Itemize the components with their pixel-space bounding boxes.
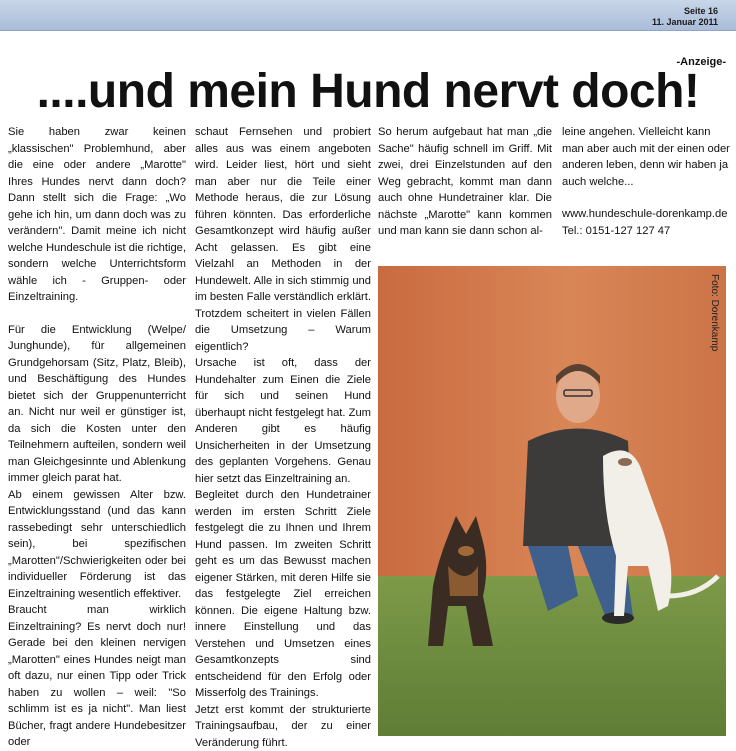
contact-phone: Tel.: 0151-127 127 47 — [562, 223, 730, 240]
people-dogs-illustration — [378, 266, 726, 736]
contact-url: www.hundeschule-dorenkamp.de — [562, 206, 730, 223]
paragraph: Ab einem gewissen Alter bzw. Entwicklungsstand (und das kann rassebedingt sehr unterschiedlich sein), bei spezifischen „Marotten"/Schwierigkeiten oder bei individueller Förderung ist das Einzeltraining wesentlich effektiver. — [8, 487, 186, 603]
photo-credit: Foto: Dorenkamp — [709, 274, 720, 351]
paragraph: Sie haben zwar keinen „klassischen" Problemhund, aber die eine oder andere „Marotte" Ihres Hundes nervt dann doch? Dann stellt sich die Frage: „Wo gehe ich hin, um dann doch was zu verändern". Damit meine ich nicht welche Hundeschule ist die richtige, sondern welche Unterrichtsform wähle ich - Gruppen- oder Einzeltraining. — [8, 124, 186, 306]
headline: ....und mein Hund nervt doch! — [0, 64, 736, 119]
paragraph: Begleitet durch den Hundetrainer werden im ersten Schritt Ziele festgelegt die zu Ihnen und Ihrem Hund passen. Im zweiten Schritt geht es um das Bewusst machen eigener Stärken, mit deren Hilfe sie das festgelegte Ziel erreichen können. Die eigene Haltung bzw. innere Einstellung und das Verstehen und Umsetzen eines Gesamtkonzepts sind entscheidend für den Erfolg oder Misserfolg des Trainings. — [195, 487, 371, 702]
header-bar — [0, 0, 736, 31]
article-column-3 — [378, 124, 552, 240]
paragraph: Jetzt erst kommt der strukturierte Trainingsaufbau, der zu einer Veränderung führt. — [195, 702, 371, 751]
article-column-4 — [562, 124, 730, 239]
paragraph: Für die Entwicklung (Welpe/ Junghunde), für allgemeinen Grundgehorsam (Sitz, Platz, Bleib), und Beschäftigung des Hundes bietet sich der Gruppenunterricht an. Nicht nur weil er günstiger ist, da sich die Kosten unter den Teilnehmern aufteilen, sondern weil man Gleichgesinnte und Ablenkung immer gleich parat hat. — [8, 322, 186, 487]
advertisement-tag: -Anzeige- — [677, 56, 727, 68]
shepherd-dog — [428, 516, 493, 646]
article-column-1 — [8, 124, 186, 751]
photo-trainer-with-dogs — [378, 266, 726, 736]
article-column-2 — [195, 124, 371, 751]
paragraph: leine angehen. Vielleicht kann man aber auch mit der einen oder anderen leben, denn wir haben ja auch welche... — [562, 124, 730, 190]
issue-date: 11. Januar 2011 — [652, 17, 718, 28]
paragraph: So herum aufgebaut hat man „die Sache" häufig schnell im Griff. Mit zwei, drei Einzelstunden auf den Weg gebracht, kommt man dann auch ohne Hundetrainer klar. Die nächste „Marotte" kann kommen und man kann sie dann schon al- — [378, 124, 552, 240]
paragraph: Ursache ist oft, dass der Hundehalter zum Einen die Ziele für sich und seinen Hund überhaupt nicht festgelegt hat. Zum Anderen gibt es häufig Unsicherheiten in der Umsetzung des geplanten Vorgehens. Genau hier setzt das Einzeltraining an. — [195, 355, 371, 487]
page-number: Seite 16 — [652, 6, 718, 17]
paragraph: Braucht man wirklich Einzeltraining? Es nervt doch nur! Gerade bei den kleinen nervigen „Marotten" eines Hundes neigt man oft dazu, nur einen Tipp oder Trick haben zu wollen – weil: "So schlimm ist es ja nicht". Man liest Bücher, fragt andere Hundebesitzer oder — [8, 602, 186, 751]
page-info — [652, 6, 718, 28]
white-dog — [603, 450, 718, 616]
paragraph: schaut Fernsehen und probiert alles aus was einem angeboten wird. Leider liest, hört und sieht man aber nur die Teile einer Methode heraus, die zur Lösung führen könnten. Das erforderliche Gesamtkonzept wird häufig außer Acht gelassen. Es gibt eine Vielzahl an Methoden in der Hundewelt. Alle in sich stimmig und im besten Falle verständlich erklärt. Trotzdem scheitert in vielen Fällen die Umsetzung – Warum eigentlich? — [195, 124, 371, 355]
